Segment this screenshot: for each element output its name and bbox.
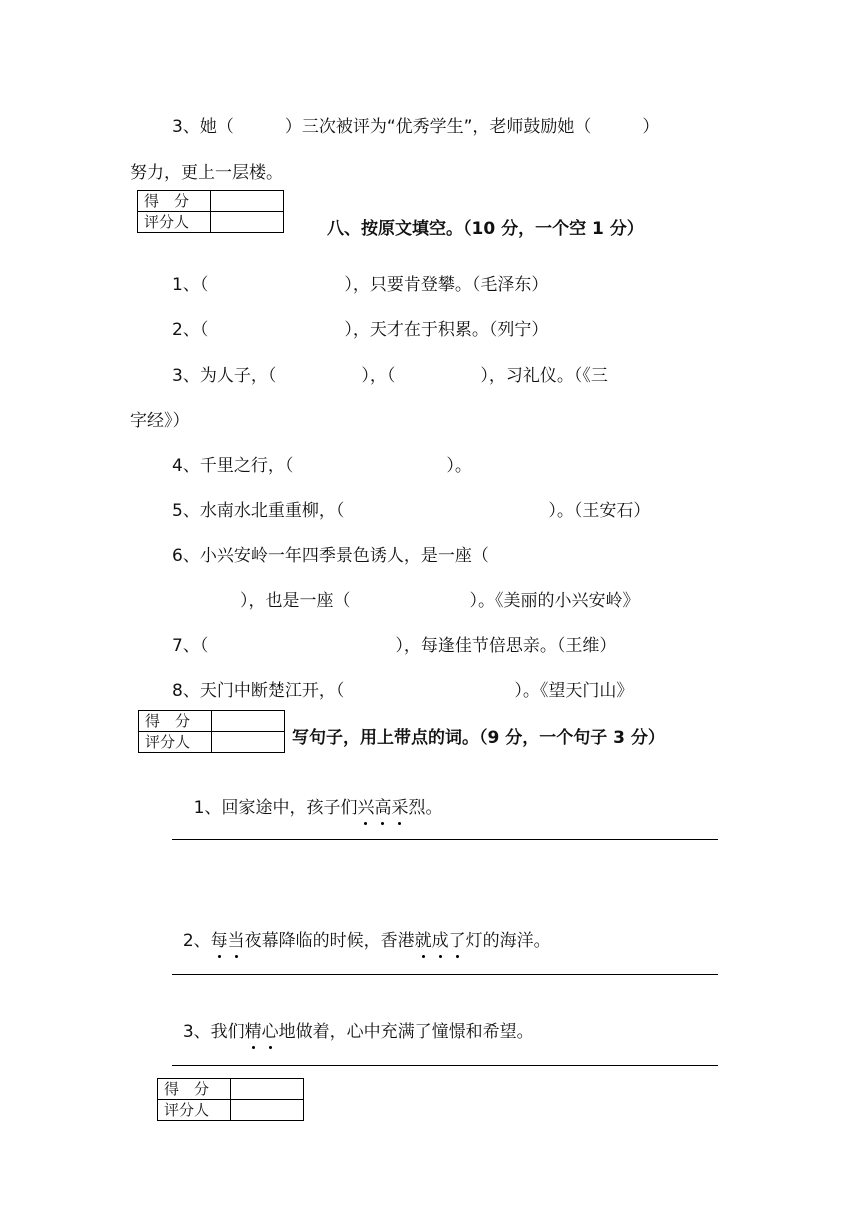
score-cell[interactable] (231, 1079, 304, 1100)
dotted-char: 心 (261, 1022, 279, 1042)
grader-cell[interactable] (211, 212, 284, 233)
answer-line[interactable] (172, 974, 718, 975)
section-8-title: 八、按原文填空。（10 分，一个空 1 分） (327, 219, 644, 239)
sentence-text: 1、回家途中，孩子们 (193, 798, 358, 818)
answer-line[interactable] (172, 839, 718, 840)
sentence-text: 灯的海洋。 (465, 931, 551, 951)
dotted-char: 了 (448, 931, 466, 951)
score-label: 得 分 (138, 191, 211, 212)
grader-label: 评分人 (158, 1100, 231, 1121)
dotted-char: 就 (414, 931, 432, 951)
section-9-title: 写句子，用上带点的词。（9 分，一个句子 3 分） (292, 728, 665, 748)
question-5: 5、水南水北重重柳，（ ）。（王安石） (172, 501, 651, 521)
sentence-text: 夜幕降临的时候，香港 (244, 931, 415, 951)
score-cell[interactable] (212, 711, 285, 732)
question-6: 6、小兴安岭一年四季景色诱人，是一座（ (172, 546, 489, 566)
question-2: 2、（ ），天才在于积累。（列宁） (172, 320, 549, 340)
dotted-char: 精 (244, 1022, 262, 1042)
score-table (138, 710, 285, 753)
question-text: 3、她（ ）三次被评为“优秀学生”，老师鼓励她（ ） (172, 117, 660, 137)
question-6-cont: ），也是一座（ ）。《美丽的小兴安岭》 (172, 591, 640, 611)
sentence-2 (172, 905, 551, 953)
sentence-3 (172, 996, 534, 1044)
sentence-1-clip (160, 778, 520, 818)
question-3: 3、为人子，（ ），（ ），习礼仪。（《三 (172, 366, 608, 386)
dotted-char: 兴 (357, 798, 375, 818)
score-label: 得 分 (139, 711, 212, 732)
sentence-1 (172, 772, 442, 844)
question-7: 7、（ ），每逢佳节倍思亲。（王维） (172, 636, 617, 656)
dotted-char: 高 (374, 798, 392, 818)
grader-label: 评分人 (139, 732, 212, 753)
score-cell[interactable] (211, 191, 284, 212)
sentence-text: 地做着，心中充满了憧憬和希望。 (278, 1022, 534, 1042)
score-table (157, 1078, 304, 1121)
question-1: 1、（ ），只要肯登攀。（毛泽东） (172, 275, 549, 295)
dotted-char: 当 (227, 931, 245, 951)
grader-label: 评分人 (138, 212, 211, 233)
sentence-text: 2、 (182, 931, 211, 951)
sentence-text: 3、我们 (182, 1022, 245, 1042)
dotted-char: 采 (391, 798, 409, 818)
question-text: 努力，更上一层楼。 (130, 163, 283, 183)
question-3-cont: 字经》） (130, 411, 190, 431)
score-table (137, 190, 284, 233)
dotted-char: 每 (210, 931, 228, 951)
dotted-char: 成 (431, 931, 449, 951)
grader-cell[interactable] (231, 1100, 304, 1121)
question-8: 8、天门中断楚江开，（ ）。《望天门山》 (172, 681, 634, 701)
score-label: 得 分 (158, 1079, 231, 1100)
grader-cell[interactable] (212, 732, 285, 753)
sentence-text: 烈。 (408, 798, 443, 818)
question-4: 4、千里之行，（ ）。 (172, 456, 472, 476)
answer-line[interactable] (172, 1065, 718, 1066)
